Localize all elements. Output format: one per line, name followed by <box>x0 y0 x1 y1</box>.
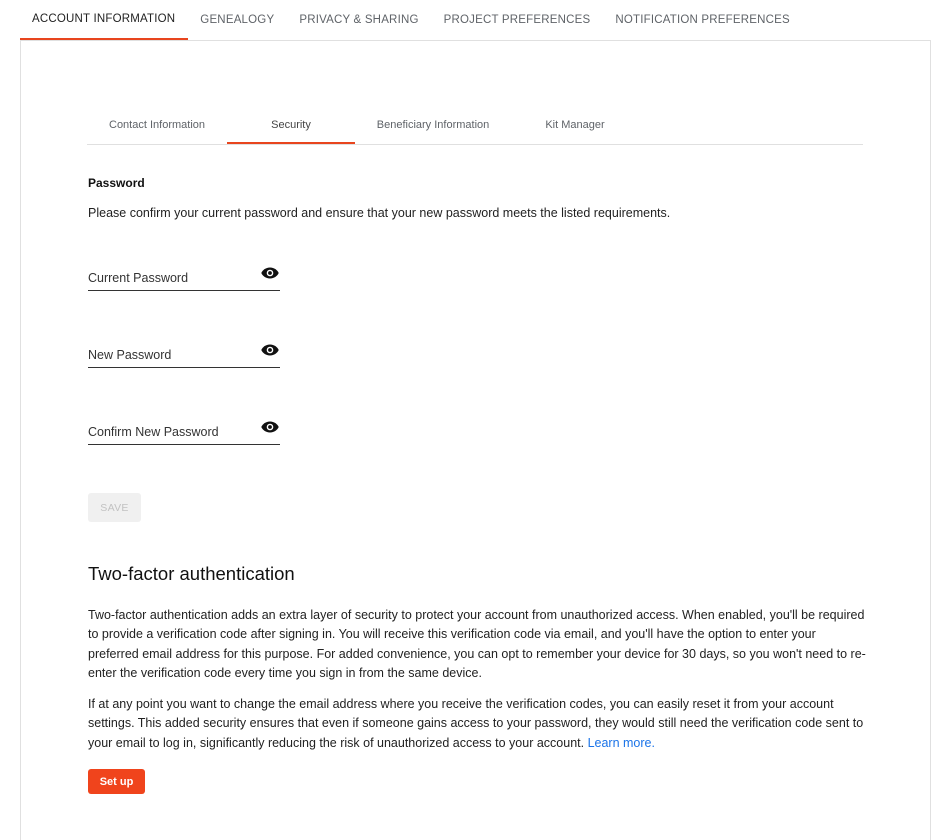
tab-account-information[interactable]: ACCOUNT INFORMATION <box>20 0 188 40</box>
save-button[interactable]: SAVE <box>88 493 141 522</box>
two-factor-description: Two-factor authentication adds an extra layer of security to protect your account from unauthorized access. When enabled, you'll be required to provide a verification code after signing in. You will receive this verification code via email, and you'll have the option to enter your preferred email address for this purpose. For added convenience, you can opt to remember your device for 30 days, so you won't need to re-enter the verification code every time you sign in from the same device. <box>88 608 866 680</box>
account-top-tabs <box>20 0 802 40</box>
tab-project-preferences[interactable]: PROJECT PREFERENCES <box>443 14 591 26</box>
two-factor-title: Two-factor authentication <box>88 563 295 584</box>
eye-icon[interactable] <box>261 343 279 355</box>
learn-more-link[interactable]: Learn more. <box>587 735 655 750</box>
new-password-field[interactable] <box>88 343 280 368</box>
two-factor-reset-text: If at any point you want to change the email address where you receive the verification codes, you can easily reset it from your account settings. This added security ensures that even if someone gains access to your password, they would still need the verification code sent to your email to log in, significantly reducing the risk of unauthorized access to your account. <box>88 697 864 750</box>
current-password-label: Current Password <box>88 271 189 285</box>
tab-privacy-sharing[interactable]: PRIVACY & SHARING <box>299 14 419 26</box>
password-section-title: Password <box>88 176 145 190</box>
subtab-kit-manager[interactable]: Kit Manager <box>545 119 605 131</box>
eye-icon[interactable] <box>261 420 279 432</box>
new-password-label: New Password <box>88 348 172 362</box>
confirm-new-password-field[interactable] <box>88 420 280 445</box>
current-password-field[interactable] <box>88 266 280 291</box>
two-factor-reset-info <box>88 695 868 753</box>
account-sub-tabs <box>87 107 863 145</box>
tab-notification-preferences[interactable]: NOTIFICATION PREFERENCES <box>615 14 790 26</box>
confirm-new-password-label: Confirm New Password <box>88 425 219 439</box>
setup-two-factor-button[interactable]: Set up <box>88 769 145 794</box>
eye-icon[interactable] <box>261 266 279 278</box>
subtab-beneficiary-information[interactable]: Beneficiary Information <box>376 119 490 131</box>
tab-genealogy[interactable]: GENEALOGY <box>200 14 275 26</box>
password-intro-text: Please confirm your current password and ensure that your new password meets the listed requirements. <box>88 206 671 220</box>
subtab-contact-information[interactable]: Contact Information <box>109 119 205 131</box>
subtab-security[interactable]: Security <box>227 107 355 144</box>
